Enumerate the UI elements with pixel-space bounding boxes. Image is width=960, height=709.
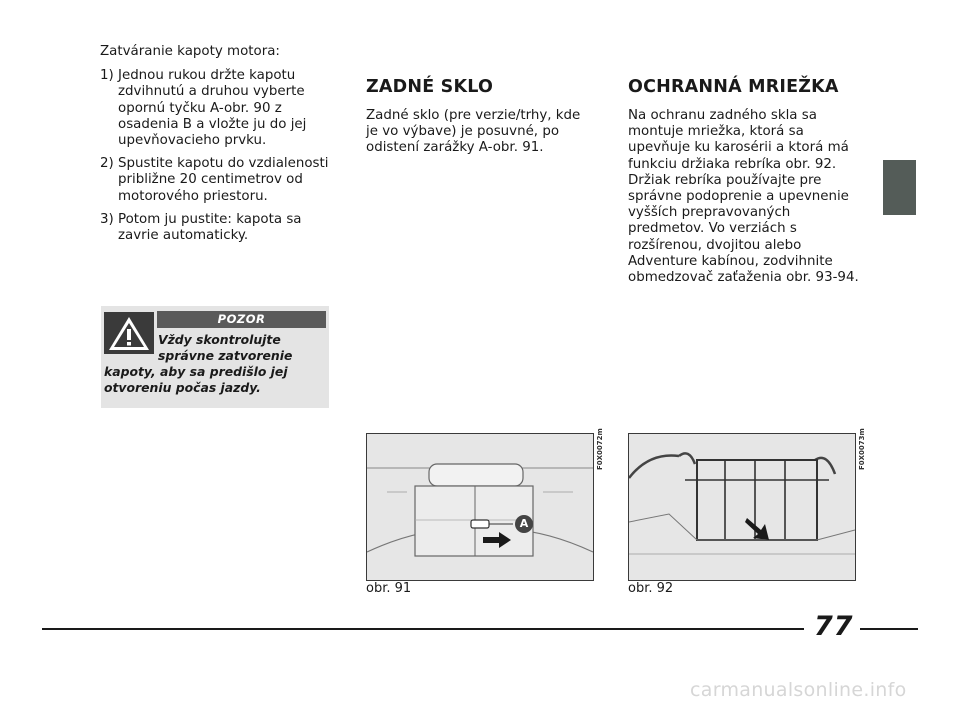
rear-window-illustration bbox=[367, 434, 593, 580]
figure-code: F0X0072m bbox=[596, 428, 604, 470]
warning-line: Vždy skontrolujte bbox=[158, 332, 281, 347]
step-text: Potom ju pustite: kapota sa zavrie automaticky. bbox=[118, 211, 302, 244]
figure-caption: obr. 92 bbox=[628, 581, 674, 596]
label-a-callout: A bbox=[515, 515, 533, 533]
figure-code: F0X0073m bbox=[858, 428, 866, 470]
section-tab-marker bbox=[883, 160, 916, 215]
footer-rule-left bbox=[42, 628, 804, 630]
warning-title: POZOR bbox=[157, 311, 326, 328]
figure-caption: obr. 91 bbox=[366, 581, 412, 596]
step-item bbox=[100, 68, 332, 149]
protective-grille-paragraph: Na ochranu zadného skla sa montuje mriežka, ktorá sa upevňuje ku karosérii a ktorá má funkciu držiaka rebríka obr. 92. Držiak rebríka používajte pre správne podoprenie a upevnenie vyšších prepravovaných predmetov. Vo verziách s rozšírenou, dvojitou alebo Adventure kabínou, zodvihnite obmedzovač zaťaženia obr. 93-94. bbox=[628, 108, 859, 286]
section-heading-rear-window: ZADNÉ SKLO bbox=[366, 77, 494, 97]
watermark: carmanualsonline.info bbox=[690, 679, 907, 701]
step-text: Spustite kapotu do vzdialenosti približne 20 centimetrov od motorového priestoru. bbox=[118, 156, 329, 204]
figure-92 bbox=[628, 433, 856, 581]
step-item bbox=[100, 212, 332, 244]
ladder-rack-illustration bbox=[629, 434, 855, 580]
step-text: Jednou rukou držte kapotu zdvihnutú a druhou vyberte opornú tyčku A-obr. 90 z osadenia B a vložte ju do jej upevňovacieho prvku. bbox=[118, 68, 307, 149]
section-heading-protective-grille: OCHRANNÁ MRIEŽKA bbox=[628, 77, 839, 97]
left-column bbox=[100, 44, 332, 251]
rear-window-paragraph: Zadné sklo (pre verzie/trhy, kde je vo výbave) je posuvné, po odistení zarážky A-obr. 91. bbox=[366, 108, 581, 156]
warning-triangle-icon bbox=[104, 312, 154, 354]
warning-line: správne zatvorenie bbox=[158, 348, 293, 363]
step-number: 3) bbox=[100, 211, 114, 227]
step-number: 1) bbox=[100, 68, 114, 84]
footer-rule-right bbox=[860, 628, 918, 630]
intro-text: Zatváranie kapoty motora: bbox=[100, 44, 280, 59]
figure-91 bbox=[366, 433, 594, 581]
step-item bbox=[100, 156, 332, 205]
page-number: 77 bbox=[814, 611, 854, 642]
warning-line: otvoreniu počas jazdy. bbox=[104, 380, 261, 395]
step-number: 2) bbox=[100, 156, 114, 172]
warning-line: kapoty, aby sa predišlo jej bbox=[104, 364, 288, 379]
